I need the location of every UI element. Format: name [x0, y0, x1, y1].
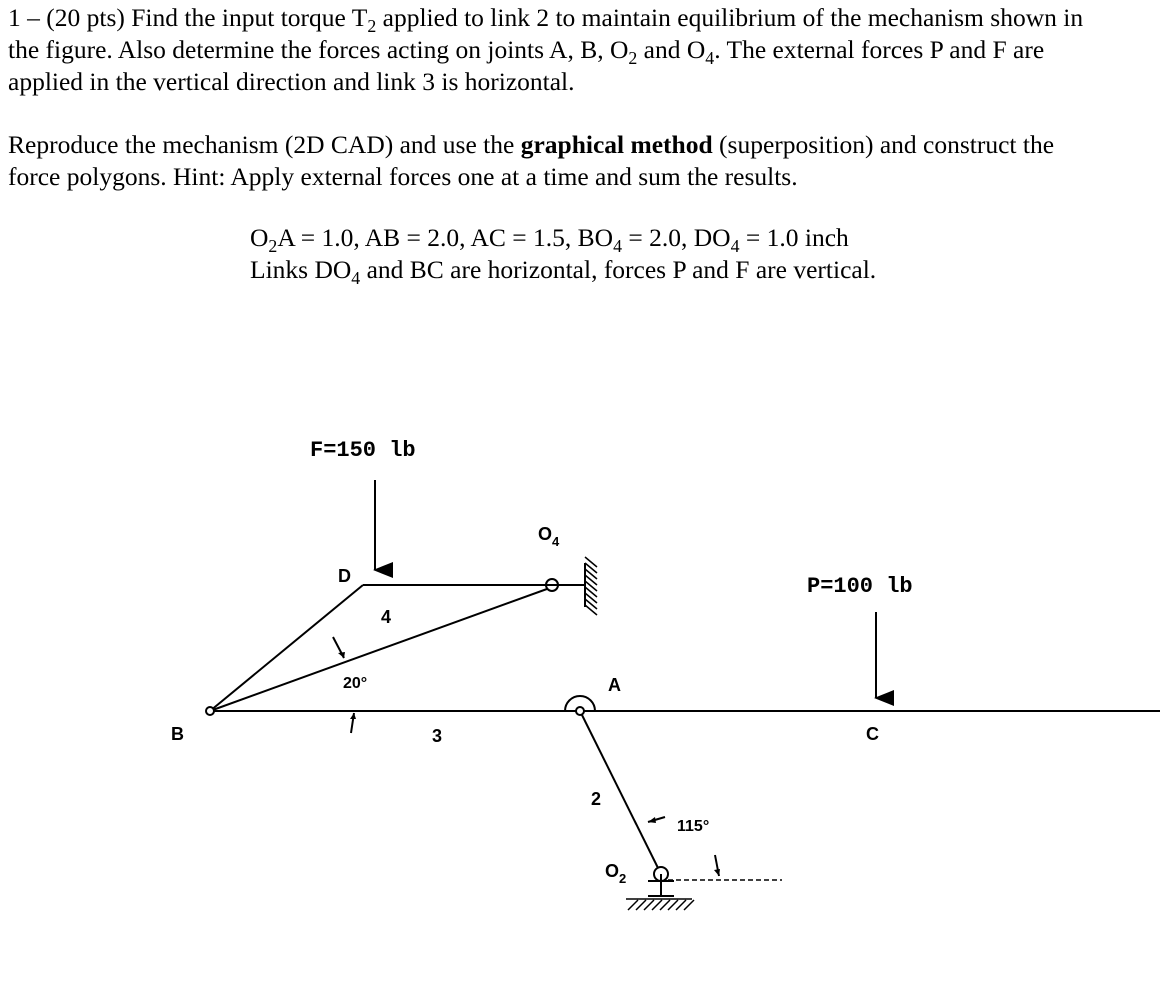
force-p-label: P=100 lb — [807, 574, 913, 599]
link-4-bo4 — [210, 585, 558, 711]
joint-a-pin — [576, 707, 584, 715]
link-2-label: 2 — [591, 789, 602, 809]
angle-20-label: 20° — [343, 675, 368, 692]
link-3-label: 3 — [432, 726, 443, 746]
point-c-label: C — [866, 724, 879, 744]
point-a-label: A — [608, 675, 621, 695]
ground-o2 — [626, 867, 694, 910]
angle-115-label: 115° — [677, 818, 710, 835]
point-o2-label: $O_2$ — [605, 861, 627, 886]
instructions-line-2: force polygons. Hint: Apply external forces one at a time and sum the results. — [8, 162, 798, 191]
point-o4-label: $O_4$ — [538, 524, 560, 549]
point-b-label: B — [171, 724, 184, 744]
given-lengths: $O_2A = 1.0$, AB = 2.0, AC = 1.5, $BO_4 = 2.0$, $DO_4 = 1.0$ inch — [250, 223, 849, 257]
ground-o4 — [546, 557, 597, 615]
point-d-label: D — [338, 566, 351, 586]
problem-line-2: the figure. Also determine the forces acting on joints A, B, $O_2$ and $O_4$. The external forces P and F are — [8, 35, 1045, 69]
link-4-bd — [210, 585, 363, 711]
instructions-line-1: Reproduce the mechanism (2D CAD) and use the graphical method (superposition) and construct the — [8, 130, 1055, 159]
joint-b — [206, 707, 214, 715]
force-f-label: F=150 lb — [310, 438, 416, 463]
problem-line-1: 1 – (20 pts) Find the input torque $T_2$ applied to link 2 to maintain equilibrium of the mechanism shown in — [8, 3, 1084, 37]
given-orientation: Links $DO_4$ and BC are horizontal, forces P and F are vertical. — [250, 255, 877, 289]
link-4-label: 4 — [381, 607, 392, 627]
problem-line-3: applied in the vertical direction and link 3 is horizontal. — [8, 67, 575, 96]
